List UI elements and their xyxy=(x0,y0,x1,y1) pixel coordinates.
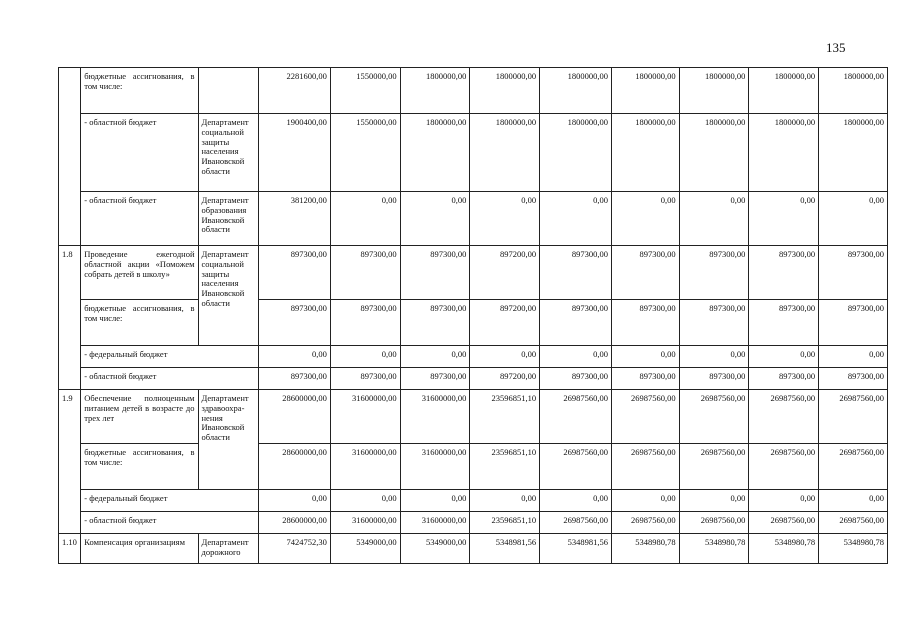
amount-cell: 897300,00 xyxy=(679,246,749,300)
amount-cell: 897200,00 xyxy=(470,300,540,346)
amount-cell: 897300,00 xyxy=(259,300,331,346)
amount-cell: 0,00 xyxy=(749,192,819,246)
amount-cell: 5348980,78 xyxy=(679,534,749,564)
item-name-cell: Обеспечение полноценным питанием детей в возрасте до трех лет xyxy=(81,390,198,444)
amount-cell: 5348981,56 xyxy=(540,534,612,564)
amount-cell: 0,00 xyxy=(819,346,888,368)
amount-cell: 0,00 xyxy=(611,490,679,512)
budget-table xyxy=(58,67,888,564)
amount-cell: 26987560,00 xyxy=(819,512,888,534)
table-row xyxy=(59,114,888,192)
amount-cell: 0,00 xyxy=(540,490,612,512)
amount-cell: 0,00 xyxy=(259,346,331,368)
amount-cell: 26987560,00 xyxy=(611,512,679,534)
amount-cell: 5348981,56 xyxy=(470,534,540,564)
amount-cell: 0,00 xyxy=(749,490,819,512)
amount-cell: 0,00 xyxy=(819,490,888,512)
amount-cell: 1800000,00 xyxy=(749,68,819,114)
amount-cell: 26987560,00 xyxy=(749,444,819,490)
amount-cell: 897300,00 xyxy=(540,368,612,390)
table-row xyxy=(59,512,888,534)
amount-cell: 1800000,00 xyxy=(679,114,749,192)
amount-cell: 381200,00 xyxy=(259,192,331,246)
amount-cell: 1900400,00 xyxy=(259,114,331,192)
table-row xyxy=(59,246,888,300)
department-cell xyxy=(198,68,259,114)
amount-cell: 897300,00 xyxy=(679,300,749,346)
amount-cell: 1800000,00 xyxy=(470,68,540,114)
page-number: 135 xyxy=(826,40,846,55)
amount-cell: 1800000,00 xyxy=(819,114,888,192)
amount-cell: 1800000,00 xyxy=(400,114,470,192)
amount-cell: 0,00 xyxy=(470,346,540,368)
amount-cell: 1800000,00 xyxy=(749,114,819,192)
table-row xyxy=(59,68,888,114)
amount-cell: 7424752,30 xyxy=(259,534,331,564)
item-name-cell: - федеральный бюджет xyxy=(81,490,259,512)
amount-cell: 0,00 xyxy=(679,346,749,368)
amount-cell: 31600000,00 xyxy=(330,512,400,534)
amount-cell: 897300,00 xyxy=(749,300,819,346)
amount-cell: 897200,00 xyxy=(470,368,540,390)
amount-cell: 1800000,00 xyxy=(611,114,679,192)
amount-cell: 897200,00 xyxy=(470,246,540,300)
amount-cell: 897300,00 xyxy=(819,300,888,346)
amount-cell: 897300,00 xyxy=(540,246,612,300)
amount-cell: 897300,00 xyxy=(749,368,819,390)
amount-cell: 5348980,78 xyxy=(819,534,888,564)
amount-cell: 5349000,00 xyxy=(330,534,400,564)
amount-cell: 1800000,00 xyxy=(679,68,749,114)
amount-cell: 26987560,00 xyxy=(819,444,888,490)
amount-cell: 31600000,00 xyxy=(400,444,470,490)
amount-cell: 0,00 xyxy=(330,346,400,368)
amount-cell: 897300,00 xyxy=(330,300,400,346)
amount-cell: 0,00 xyxy=(540,192,612,246)
amount-cell: 26987560,00 xyxy=(540,390,612,444)
amount-cell: 1800000,00 xyxy=(819,68,888,114)
amount-cell: 0,00 xyxy=(679,490,749,512)
amount-cell: 31600000,00 xyxy=(400,512,470,534)
table-row xyxy=(59,346,888,368)
row-number-cell xyxy=(59,68,81,246)
row-number-cell: 1.8 xyxy=(59,246,81,390)
amount-cell: 897300,00 xyxy=(819,246,888,300)
amount-cell: 897300,00 xyxy=(400,368,470,390)
amount-cell: 23596851,10 xyxy=(470,390,540,444)
amount-cell: 897300,00 xyxy=(819,368,888,390)
amount-cell: 0,00 xyxy=(819,192,888,246)
amount-cell: 0,00 xyxy=(330,490,400,512)
table-row xyxy=(59,534,888,564)
amount-cell: 897300,00 xyxy=(400,300,470,346)
amount-cell: 31600000,00 xyxy=(400,390,470,444)
item-name-cell: Компенсация организациям xyxy=(81,534,198,564)
row-number-cell: 1.9 xyxy=(59,390,81,534)
item-name-cell: бюджетные ассигнования, в том числе: xyxy=(81,300,198,346)
table-row xyxy=(59,300,888,346)
amount-cell: 0,00 xyxy=(540,346,612,368)
department-cell: Департамент образования Ивановской области xyxy=(198,192,259,246)
amount-cell: 31600000,00 xyxy=(330,390,400,444)
amount-cell: 897300,00 xyxy=(611,246,679,300)
amount-cell: 0,00 xyxy=(749,346,819,368)
item-name-cell: - областной бюджет xyxy=(81,368,259,390)
table-row xyxy=(59,390,888,444)
amount-cell: 26987560,00 xyxy=(679,512,749,534)
amount-cell: 897300,00 xyxy=(400,246,470,300)
department-cell: Департамент здравоохра-нения Ивановской области xyxy=(198,390,259,490)
amount-cell: 26987560,00 xyxy=(540,444,612,490)
amount-cell: 0,00 xyxy=(400,490,470,512)
item-name-cell: Проведение ежегодной областной акции «Поможем собрать детей в школу» xyxy=(81,246,198,300)
row-number-cell: 1.10 xyxy=(59,534,81,564)
amount-cell: 897300,00 xyxy=(679,368,749,390)
amount-cell: 1800000,00 xyxy=(540,68,612,114)
amount-cell: 31600000,00 xyxy=(330,444,400,490)
amount-cell: 26987560,00 xyxy=(540,512,612,534)
amount-cell: 1800000,00 xyxy=(611,68,679,114)
table-row xyxy=(59,490,888,512)
amount-cell: 1550000,00 xyxy=(330,68,400,114)
amount-cell: 26987560,00 xyxy=(749,512,819,534)
amount-cell: 28600000,00 xyxy=(259,444,331,490)
table-row xyxy=(59,368,888,390)
amount-cell: 26987560,00 xyxy=(679,444,749,490)
amount-cell: 897300,00 xyxy=(540,300,612,346)
department-cell: Департамент дорожного xyxy=(198,534,259,564)
department-cell: Департамент социальной защиты населения Ивановской области xyxy=(198,246,259,346)
amount-cell: 0,00 xyxy=(679,192,749,246)
amount-cell: 2281600,00 xyxy=(259,68,331,114)
amount-cell: 23596851,10 xyxy=(470,444,540,490)
amount-cell: 0,00 xyxy=(330,192,400,246)
amount-cell: 26987560,00 xyxy=(679,390,749,444)
amount-cell: 0,00 xyxy=(611,192,679,246)
amount-cell: 26987560,00 xyxy=(749,390,819,444)
amount-cell: 0,00 xyxy=(259,490,331,512)
amount-cell: 5348980,78 xyxy=(749,534,819,564)
amount-cell: 1800000,00 xyxy=(540,114,612,192)
amount-cell: 897300,00 xyxy=(611,300,679,346)
amount-cell: 897300,00 xyxy=(330,246,400,300)
amount-cell: 1550000,00 xyxy=(330,114,400,192)
amount-cell: 23596851,10 xyxy=(470,512,540,534)
amount-cell: 897300,00 xyxy=(749,246,819,300)
department-cell: Департамент социальной защиты населения Ивановской области xyxy=(198,114,259,192)
amount-cell: 0,00 xyxy=(400,346,470,368)
amount-cell: 0,00 xyxy=(470,490,540,512)
amount-cell: 897300,00 xyxy=(259,246,331,300)
amount-cell: 0,00 xyxy=(470,192,540,246)
item-name-cell: бюджетные ассигнования, в том числе: xyxy=(81,444,198,490)
amount-cell: 0,00 xyxy=(400,192,470,246)
amount-cell: 897300,00 xyxy=(330,368,400,390)
item-name-cell: бюджетные ассигнования, в том числе: xyxy=(81,68,198,114)
item-name-cell: - областной бюджет xyxy=(81,512,259,534)
amount-cell: 897300,00 xyxy=(611,368,679,390)
amount-cell: 1800000,00 xyxy=(470,114,540,192)
table-row xyxy=(59,192,888,246)
table-row xyxy=(59,444,888,490)
amount-cell: 5349000,00 xyxy=(400,534,470,564)
item-name-cell: - областной бюджет xyxy=(81,114,198,192)
amount-cell: 28600000,00 xyxy=(259,512,331,534)
amount-cell: 26987560,00 xyxy=(611,390,679,444)
amount-cell: 26987560,00 xyxy=(611,444,679,490)
amount-cell: 897300,00 xyxy=(259,368,331,390)
amount-cell: 5348980,78 xyxy=(611,534,679,564)
item-name-cell: - федеральный бюджет xyxy=(81,346,259,368)
item-name-cell: - областной бюджет xyxy=(81,192,198,246)
amount-cell: 1800000,00 xyxy=(400,68,470,114)
amount-cell: 28600000,00 xyxy=(259,390,331,444)
amount-cell: 0,00 xyxy=(611,346,679,368)
amount-cell: 26987560,00 xyxy=(819,390,888,444)
